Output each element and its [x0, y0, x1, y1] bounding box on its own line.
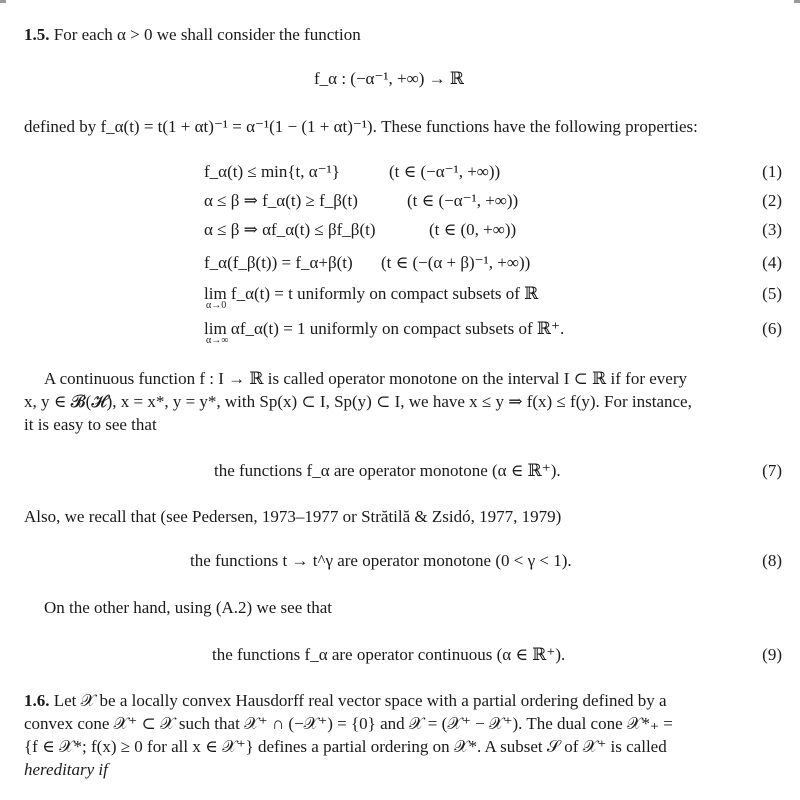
- equation-number: (4): [762, 253, 782, 272]
- equation-number: (5): [762, 284, 782, 303]
- property-4-domain: (t ∈ (−(α + β)⁻¹, +∞)): [381, 253, 531, 272]
- section-number: 1.6.: [24, 691, 50, 710]
- limit-subscript: α→∞: [206, 335, 229, 346]
- property-3-domain: (t ∈ (0, +∞)): [429, 220, 517, 239]
- equation-number: (1): [762, 162, 782, 181]
- equation-7: the functions f_α are operator monotone (α ∈ ℝ⁺).: [214, 461, 561, 480]
- property-1-domain: (t ∈ (−α⁻¹, +∞)): [389, 162, 501, 181]
- function-map-formula: f_α : (−α⁻¹, +∞) → ℝ: [314, 69, 465, 88]
- property-5-formula: lim f_α(t) = t uniformly on compact subsets of ℝ: [204, 284, 539, 303]
- property-6-formula: lim αf_α(t) = 1 uniformly on compact subsets of ℝ⁺.: [204, 319, 565, 338]
- section-1-6-line1: [24, 690, 667, 712]
- section-1-5-intro: [24, 24, 361, 46]
- paragraph-line: it is easy to see that: [24, 415, 157, 434]
- equation-number: (8): [762, 551, 782, 570]
- paper-page: [24, 0, 784, 800]
- equation-number: (2): [762, 191, 782, 210]
- intro-text: For each α > 0 we shall consider the function: [53, 25, 361, 44]
- equation-number: (6): [762, 319, 782, 338]
- section-text: Let 𝒳 be a locally convex Hausdorff real vector space with a partial ordering defined by a: [53, 691, 667, 710]
- section-1-6-line2: convex cone 𝒳⁺ ⊂ 𝒳 such that 𝒳⁺ ∩ (−𝒳⁺) = {0} and 𝒳 = (𝒳⁺ − 𝒳⁺). The dual cone 𝒳*₊ =: [24, 714, 673, 733]
- equation-8: the functions t → t^γ are operator monotone (0 < γ < 1).: [190, 551, 572, 570]
- other-hand-line: On the other hand, using (A.2) we see that: [44, 598, 332, 617]
- property-2-formula: α ≤ β ⇒ f_α(t) ≥ f_β(t): [204, 191, 358, 210]
- limit-subscript: α→0: [206, 300, 227, 311]
- property-3-formula: α ≤ β ⇒ αf_α(t) ≤ βf_β(t): [204, 220, 376, 239]
- equation-number: (3): [762, 220, 782, 239]
- equation-number: (9): [762, 645, 782, 664]
- section-1-6-line3: {f ∈ 𝒳*; f(x) ≥ 0 for all x ∈ 𝒳⁺} defines a partial ordering on 𝒳*. A subset 𝒮 of 𝒳⁺ is called: [24, 737, 667, 756]
- paragraph-line: A continuous function f : I → ℝ is called operator monotone on the interval I ⊂ ℝ if for every: [44, 369, 688, 388]
- section-1-6-line4: hereditary if: [24, 760, 108, 779]
- equation-number: (7): [762, 461, 782, 480]
- paragraph-line: x, y ∈ 𝓑(𝓗), x = x*, y = y*, with Sp(x) ⊂ I, Sp(y) ⊂ I, we have x ≤ y ⇒ f(x) ≤ f(y). For instance,: [24, 392, 692, 411]
- property-4-formula: f_α(f_β(t)) = f_α+β(t): [204, 253, 353, 272]
- section-number: 1.5.: [24, 25, 50, 44]
- property-1-formula: f_α(t) ≤ min{t, α⁻¹}: [204, 162, 340, 181]
- equation-9: the functions f_α are operator continuous (α ∈ ℝ⁺).: [212, 645, 566, 664]
- property-2-domain: (t ∈ (−α⁻¹, +∞)): [407, 191, 519, 210]
- definition-line: defined by f_α(t) = t(1 + αt)⁻¹ = α⁻¹(1 − (1 + αt)⁻¹). These functions have the following properties:: [24, 117, 698, 136]
- recall-line: Also, we recall that (see Pedersen, 1973–1977 or Strătilă & Zsidó, 1977, 1979): [24, 507, 562, 526]
